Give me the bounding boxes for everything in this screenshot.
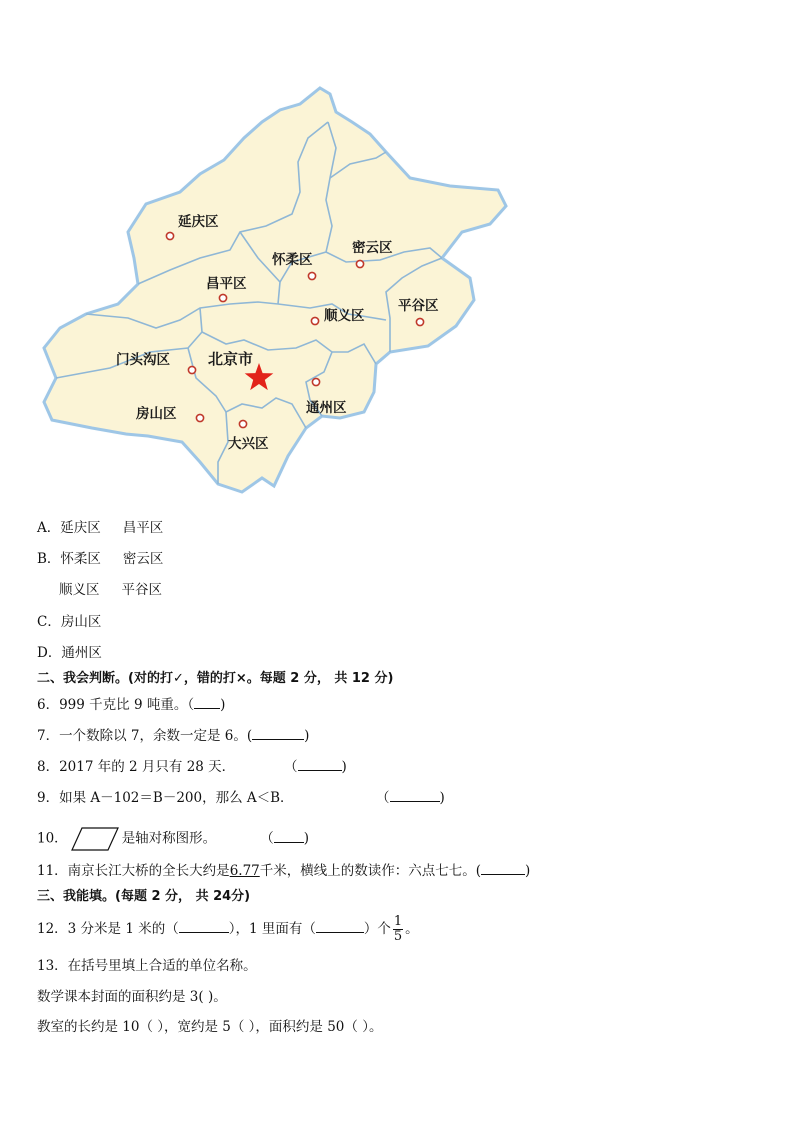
- q11-answer-blank[interactable]: [481, 862, 525, 875]
- q6-text: 6．999 千克比 9 吨重。（: [37, 697, 195, 713]
- huairou-dot: [308, 272, 315, 279]
- q7-close: ): [304, 728, 310, 744]
- q8-open: （: [284, 759, 298, 775]
- q7-answer-blank[interactable]: [252, 727, 304, 740]
- q7-text: 7．一个数除以 7，余数一定是 6。(: [37, 728, 253, 744]
- q11-text-a: 11．南京长江大桥的全长大约是: [37, 863, 230, 879]
- label-daxing: 大兴区: [228, 436, 269, 452]
- q9-close: ): [439, 790, 445, 806]
- q8-text: 8．2017 年的 2 月只有 28 天．: [37, 759, 236, 775]
- label-changping: 昌平区: [206, 276, 247, 292]
- label-tongzhou: 通州区: [306, 400, 347, 416]
- option-b: [37, 550, 163, 568]
- question-12: [37, 912, 419, 948]
- option-a-item1: A．延庆区: [37, 520, 101, 536]
- q10-close: ): [303, 830, 309, 847]
- q11-text-b: 千米，横线上的数读作：六点七七。(: [259, 863, 482, 879]
- pinggu-dot: [416, 318, 423, 325]
- map-land: [44, 88, 506, 492]
- label-miyun: 密云区: [352, 240, 393, 256]
- option-b-item4: 平谷区: [121, 582, 162, 598]
- beijing-district-map: [30, 82, 520, 502]
- q11-close: ): [525, 863, 531, 879]
- q12-text-b: ），1 里面有（: [228, 921, 316, 937]
- q11-underlined-number: 6.77: [229, 863, 260, 879]
- q9-text: 9．如果 A－102＝B－200，那么 A＜B．: [37, 790, 294, 806]
- changping-dot: [219, 294, 226, 301]
- q8-answer-blank[interactable]: [298, 758, 342, 771]
- q8-close: ): [341, 759, 347, 775]
- q12-end: 。: [405, 921, 419, 937]
- q10-open: （: [260, 830, 274, 847]
- option-b-continued: [59, 581, 162, 599]
- shunyi-dot: [311, 317, 318, 324]
- option-b-item2: 密云区: [122, 551, 164, 567]
- fraction-denominator: 5: [393, 929, 403, 944]
- question-13: 13．在括号里填上合适的单位名称。: [37, 958, 257, 974]
- label-pinggu: 平谷区: [398, 298, 439, 314]
- question-6: [37, 696, 225, 714]
- q9-open: （: [376, 790, 390, 806]
- label-yanqing: 延庆区: [178, 214, 219, 230]
- fangshan-dot: [196, 414, 203, 421]
- q10-number: 10．: [37, 830, 68, 847]
- question-8: [37, 758, 235, 776]
- q12-text-c: ）个: [363, 921, 391, 937]
- q6-answer-blank[interactable]: [194, 696, 220, 709]
- q12-blank-1[interactable]: [179, 920, 229, 933]
- question-9: [37, 789, 294, 807]
- q6-close: ): [220, 697, 226, 713]
- q9-answer: [376, 789, 445, 807]
- tongzhou-dot: [312, 378, 319, 385]
- label-beijing-city: 北京市: [208, 350, 254, 368]
- q13-line-1: 数学课本封面的面积约是 3( )。: [37, 989, 227, 1005]
- option-a-item2: 昌平区: [122, 520, 164, 536]
- label-mentougou: 门头沟区: [116, 352, 170, 368]
- option-d: D．通州区: [37, 645, 102, 661]
- q9-answer-blank[interactable]: [390, 789, 440, 802]
- q13-line-2: 教室的长约是 10（ ），宽约是 5（ ），面积约是 50（ ）。: [37, 1019, 383, 1035]
- question-11: [37, 862, 530, 880]
- label-huairou: 怀柔区: [272, 252, 313, 268]
- option-c: C．房山区: [37, 614, 102, 630]
- parallelogram-icon: [70, 826, 120, 852]
- option-b-item1: B．怀柔区: [37, 551, 101, 567]
- question-10: [37, 826, 309, 852]
- label-fangshan: 房山区: [136, 406, 177, 422]
- section2-title: 二、我会判断。(对的打✓，错的打×。每题 2 分， 共 12 分): [37, 671, 394, 686]
- q8-answer: [284, 758, 347, 776]
- q12-text-a: 12．3 分米是 1 米的（: [37, 921, 179, 937]
- miyun-dot: [356, 260, 363, 267]
- daxing-dot: [239, 420, 246, 427]
- yanqing-dot: [166, 232, 173, 239]
- q12-blank-2[interactable]: [316, 920, 364, 933]
- question-7: [37, 727, 309, 745]
- q10-answer-blank[interactable]: [274, 830, 304, 843]
- mentougou-dot: [188, 366, 195, 373]
- label-shunyi: 顺义区: [324, 308, 365, 324]
- option-a: [37, 519, 163, 537]
- section3-title: 三、我能填。(每题 2 分， 共 24分): [37, 889, 251, 904]
- q10-text: 是轴对称图形。: [121, 830, 217, 847]
- option-b-item3: 顺义区: [59, 582, 100, 598]
- fraction-numerator: 1: [393, 914, 403, 929]
- fraction-one-fifth: [393, 915, 403, 944]
